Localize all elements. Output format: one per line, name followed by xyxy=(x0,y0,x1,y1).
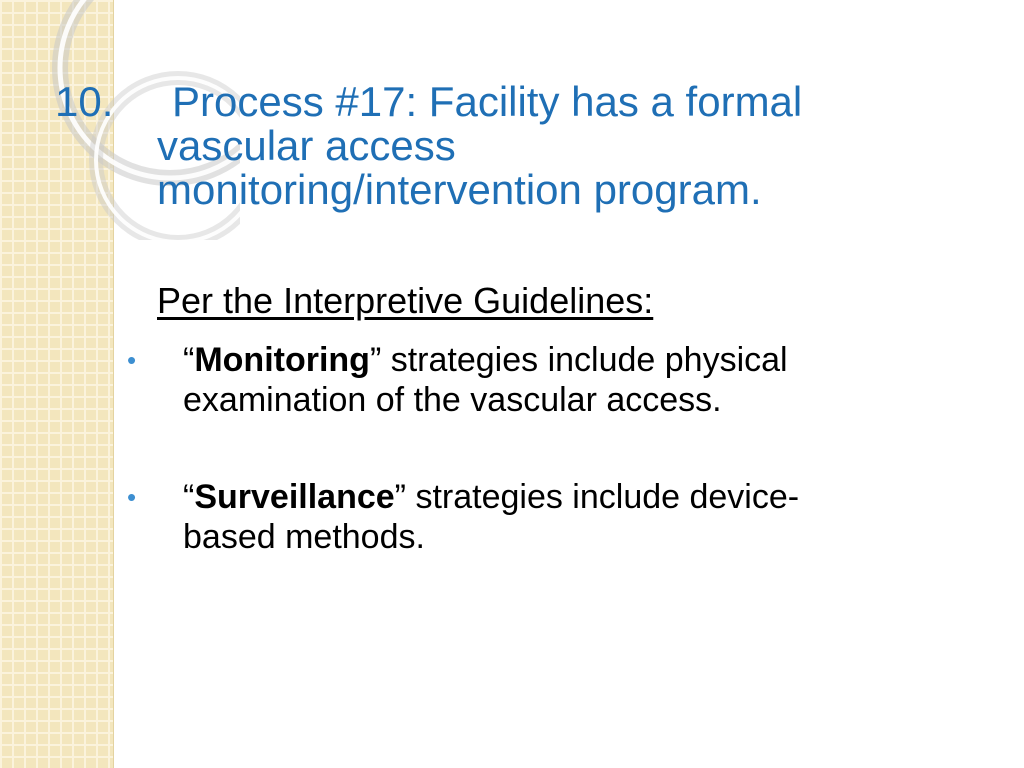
open-quote: “ xyxy=(183,341,195,379)
bullet-text-line-1: strategies include physical xyxy=(381,341,788,379)
bullet-item-monitoring xyxy=(127,340,997,420)
bullet-text-line-2: examination of the vascular access. xyxy=(183,381,722,419)
bullet-text-line-1: strategies include device- xyxy=(406,478,800,516)
title-line-2: vascular access xyxy=(157,122,456,169)
bullet-term: Monitoring xyxy=(194,341,370,379)
open-quote: “ xyxy=(183,478,195,516)
bullet-icon: • xyxy=(127,345,137,375)
bullet-list xyxy=(127,340,997,557)
bullet-icon: • xyxy=(127,482,137,512)
bullet-item-surveillance xyxy=(127,477,997,557)
title-line-1: Process #17: Facility has a formal xyxy=(172,78,803,125)
close-quote: ” xyxy=(369,341,382,379)
subheading: Per the Interpretive Guidelines: xyxy=(157,280,654,321)
item-number: 10. xyxy=(55,78,114,125)
title-line-3: monitoring/intervention program. xyxy=(157,166,762,213)
close-quote: ” xyxy=(394,478,406,516)
bullet-term: Surveillance xyxy=(194,478,395,516)
bullet-text-line-2: based methods. xyxy=(183,518,425,556)
